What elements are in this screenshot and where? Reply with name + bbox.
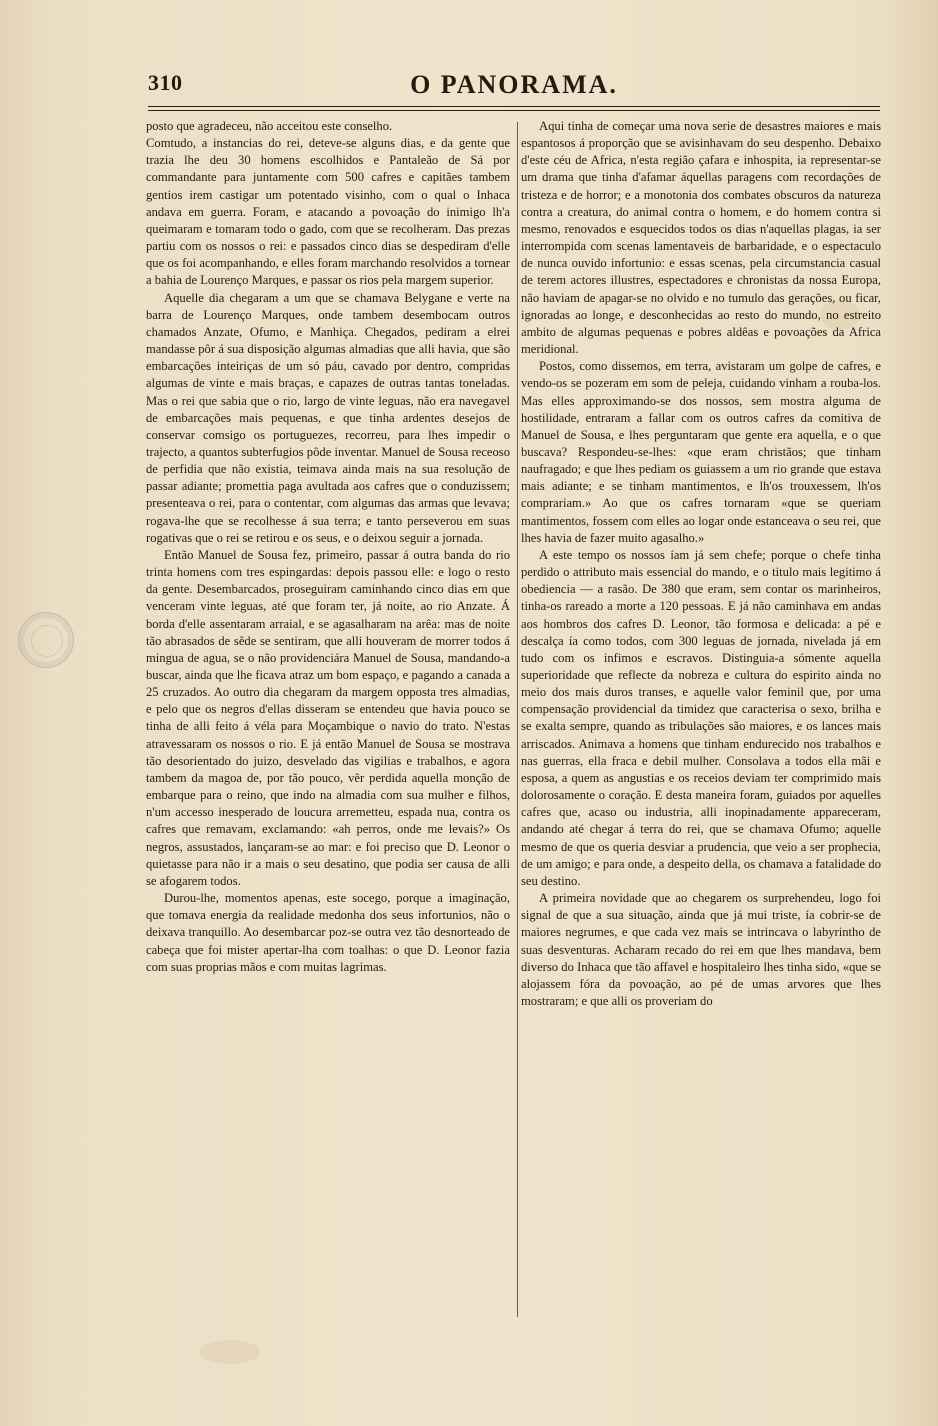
- paragraph: posto que agradeceu, não acceitou este conselho.: [146, 119, 393, 133]
- paragraph: Então Manuel de Sousa fez, primeiro, passar á outra banda do rio trinta homens com tres espingardas: depois passou elle: e logo o resto da gente. Desembarcados, proseguiram caminhando cinco dias em que venceram vinte leguas, até que foram ter, já noite, ao rio Anzate. Á borda d'elle assentaram arraial, e se agasalharam na arêa: mas de noite tão abrasados de sêde se sentiram, que alli houveram de morrer todos á mingua de agua, se o não providenciára Manuel de Sousa, mandando-a buscar, ainda que lhe ficava atraz um bom espaço, e pagando a canada a 25 cruzados. Ao outro dia chegaram da margem opposta tres almadias, e pelo que os negros d'ellas disseram se entendeu que havia pouco se tinha de alli feito á véla para Moçambique o navio do trato. N'estas atravessaram os nossos o rio. E já então Manuel de Sousa se mostrava tão desorientado do juizo, desvelado das vigilias e trabalhos, e agora tambem da magoa de, por tão pouco, vêr perdida aquella monção de embarque para o reino, que indo na almadia com sua mulher e filhos, n'um accesso inesperado de loucura arremetteu, espada nua, contra os cafres que remavam, exclamando: «ah perros, onde me levais?» Os negros, assustados, lançaram-se ao mar: e foi preciso que D. Leonor o quietasse para não ir a mais o seu desatino, que podia ser causa de alli se afogarem todos.: [146, 547, 510, 888]
- page-number: 310: [148, 70, 183, 95]
- library-stamp: [18, 612, 74, 668]
- paragraph: A primeira novidade que ao chegarem os surprehendeu, logo foi signal de que a sua situação, ainda que já mui triste, ía cobrir-se de maiores negrumes, e que cada vez mais se intrincava o labyrintho de suas desventuras. Acharam recado do rei em que lhes mandava, bem diverso do Inhaca que tão affavel e hospitaleiro lhes tinha sido, «que se alojassem fóra da povoação, ao pé de umas arvores que lhes mostraram; e que alli os proveriam do: [521, 891, 881, 1008]
- paragraph: Aquelle dia chegaram a um que se chamava Belygane e verte na barra de Lourenço Marques, onde tambem desembocam outros chamados Anzate, Ofumo, e Manhiça. Chegados, pediram a elrei mandasse pôr á sua disposição algumas almadias que alli havia, que são embarcações inteiriças de um só páu, cavado por dentro, compridas algumas de vinte e mais braças, e capazes de outras tantas toneladas. Mas o rei que sabia que o rio, largo de vinte leguas, não era navegavel de embarcações mais pequenas, e que tinha ardentes desejos de conservar comsigo os portuguezes, recorreu, para lhes impedir o trajecto, a quantos subterfugios pôde inventar. Manuel de Sousa receoso de perfidia que não existia, teimava ainda mais na sua resolução de passar adiante; promettia paga avultada aos cafres que o conduzissem; presenteava o rei, para o contentar, com algumas das armas que levava; rogava-lhe que se recolhesse á sua terra; e tanto perseverou em suas rogativas que o rei se retirou e os seus, e o deixou seguir a jornada.: [146, 290, 510, 545]
- paragraph: Durou-lhe, momentos apenas, este socego, porque a imaginação, que tomava energia da realidade medonha dos seus infortunios, não o deixava tranquillo. Ao desembarcar poz-se outra vez tão desnorteado de cabeça que foi mister apertar-lha com toalhas: o que D. Leonor fazia com suas proprias mãos e com muitas lagrimas.: [146, 891, 510, 974]
- paragraph: Postos, como dissemos, em terra, avistaram um golpe de cafres, e vendo-os se pozeram em som de peleja, cuidando vinham a rouba-los. Mas elles approximando-se dos nossos, sem mostra alguma de hostilidade, entraram a fallar com os outros cafres da comitiva de Manuel de Sousa, e lhes perguntaram que gente era aquella, e o que buscava? Respondeu-se-lhes: «que eram christãos; que tinham naufragado; e que lhes pediam os guiassem a um rio grande que estava mais adiante; e se tinham mantimentos, e lh'os trouxessem, lh'os comprariam.» Ao que os cafres tornaram «que se queriam mantimentos, fossem com elles ao logar onde estanceava o seu rei, que lhes havia de fazer muito agasalho.»: [521, 359, 881, 545]
- right-column: [521, 118, 881, 1010]
- paper-stain: [200, 1340, 260, 1364]
- paragraph: Aqui tinha de começar uma nova serie de desastres maiores e mais espantosos á proporção que se avisinhavam do seu despenho. Debaixo d'este céu de Africa, n'esta região çafara e inhospita, ia representar-se um drama que tinha d'afamar áquellas paragens com recordações de tristeza e de horror; e a monotonia dos combates obscuros da natureza contra a creatura, do animal contra o homem, e do homem contra si mesmo, renovados e esquecidos todos os dias n'aquellas plagas, ia ser interrompida com scenas lamentaveis de barbaridade, e o espectaculo de nunca ouvido infortunio: e essas scenas, pela circumstancia casual de terem actores illustres, espectadores e chronistas da nossa Europa, não haviam de apagar-se no olvido e no tumulo das gerações, ou ficar, ignoradas ao longe, e desconhecidas ao resto do mundo, no estreito ambito de algumas pequenas e pobres aldêas e povoações da Africa meridional.: [521, 119, 881, 357]
- running-title: O PANORAMA.: [410, 70, 618, 99]
- left-column: [146, 118, 510, 976]
- library-stamp-inner: [31, 625, 63, 657]
- column-divider: [517, 122, 518, 1317]
- paragraph: A este tempo os nossos íam já sem chefe; porque o chefe tinha perdido o attributo mais essencial do mando, e o titulo mais legitimo á obediencia — a rasão. De 380 que eram, sem contar os marinheiros, tinha-os rareado a morte a 120 pessoas. E já não caminhava em andas aos hombros dos cafres D. Leonor, tão formosa e delicada: a pé e descalça ía como todos, com 300 leguas de jornada, nivelada já em tudo com os infimos e escravos. Distinguia-a sómente aquella superioridade que reflecte da nobreza e cultura do espirito ainda no meio dos mais duros transes, e aquelle valor feminil que, por uma compensação providencial da timidez que caracterisa o sexo, brilha e se exalta sempre, quando as tribulações são maiores, e os lances mais arriscados. Animava a homens que tinham endurecido nos trabalhos e nas guerras, ella fraca e debil mulher. Consolava a todos ella mãi e esposa, a quem as angustias e os receios deviam ter comprimido mais dolorosamente o coração. E desta maneira foram, guiados por aquelles cafres que, acaso ou industria, alli inopinadamente appareceram, andando até chegar á terra do rei, que se chamava Ofumo; aquelle mesmo de que os queria desviar a prudencia, que veio a ser prophecia, de um amigo; e para onde, a despeito della, os chamava a fatalidade do seu destino.: [521, 547, 881, 888]
- header-rule-thin: [148, 110, 880, 111]
- header-rule: [148, 106, 880, 107]
- paragraph: Comtudo, a instancias do rei, deteve-se alguns dias, e da gente que trazia lhe deu 30 homens escolhidos e Pantaleão de Sá por commandante para juntamente com 500 cafres e capitães tambem gentios irem castigar um potentado visinho, com o qual o Inhaca andava em guerra. Foram, e atacando a povoação do inimigo lh'a queimaram e tomaram todo o gado, com que se recolheram. Das prezas partiu com os nossos o rei: e passados cinco dias se despediram d'elle que os foi acompanhando, e elles foram marchando resolvidos a tornear a bahia de Lourenço Marques, e passar os rios pela margem superior.: [146, 136, 510, 288]
- page-header: [148, 70, 880, 104]
